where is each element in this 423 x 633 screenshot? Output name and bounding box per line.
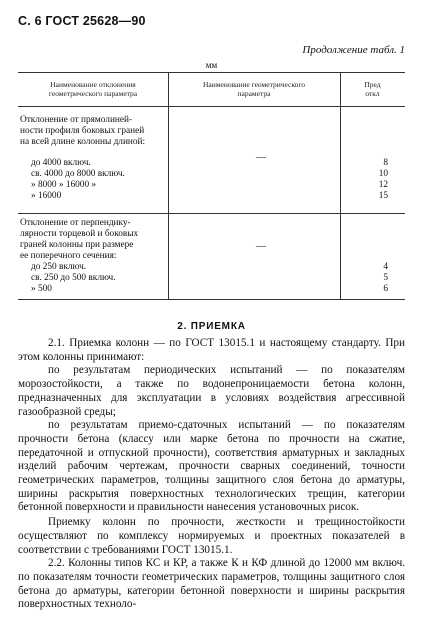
table-item-label: до 4000 включ. bbox=[31, 158, 91, 168]
section-title: 2. ПРИЕМКА bbox=[177, 321, 246, 332]
paragraph: по результатам периодических испытаний — по показателям морозостойкости, а также по водонепроницаемости бетона колонн, предназначенных для эксплуатации в условиях воздействия агрессивной газообразной среды; bbox=[18, 364, 405, 418]
tolerance-table bbox=[18, 72, 405, 300]
table-header-limit: Пред откл bbox=[364, 80, 381, 98]
table-parameter-value: — bbox=[256, 152, 266, 163]
table-row-straightness: Отклонение от прямолиней- ности профиля боковых граней на всей длине колонны длиной: bbox=[20, 115, 146, 147]
table-length-items bbox=[31, 158, 125, 202]
table-item-label: св. 4000 до 8000 включ. bbox=[31, 169, 125, 179]
table-header-deviation: Наименование отклонения геометрического параметра bbox=[48, 80, 138, 98]
paragraph: Приемку колонн по прочности, жесткости и трещиностойкости осуществляют по комплексу нормируемых и проектных показателей в соответствии с требованиями ГОСТ 13015.1. bbox=[18, 516, 405, 556]
paragraph: 2.2. Колонны типов КС и КР, а также К и КФ длиной до 12000 мм включ. по показателям точности геометрических параметров, толщины защитного слоя бетона до арматуры, категории бетонной поверхности и ширины раскрытия поверхностных техноло- bbox=[18, 557, 405, 611]
table-item-label: до 250 включ. bbox=[31, 262, 87, 272]
table-unit: мм bbox=[205, 60, 218, 70]
table-item-value: 10 bbox=[378, 169, 388, 179]
table-row-perpendicularity: Отклонение от перпендику- лярности торцевой и боковых граней колонны при размере ее поперечного сечения: bbox=[20, 218, 139, 261]
page-header: С. 6 ГОСТ 25628—90 bbox=[18, 14, 146, 28]
table-row-divider bbox=[18, 213, 405, 214]
table-limit-values bbox=[368, 262, 388, 295]
table-item-value: 8 bbox=[383, 158, 388, 168]
table-item-label: » 500 bbox=[31, 284, 52, 294]
table-header-parameter: Наименование геометрического параметра bbox=[203, 80, 305, 98]
table-header-divider bbox=[18, 106, 405, 107]
table-item-value: 6 bbox=[383, 284, 388, 294]
body-text bbox=[18, 337, 405, 612]
table-item-value: 4 bbox=[383, 262, 388, 272]
table-section-items bbox=[31, 262, 116, 295]
table-limit-values bbox=[368, 158, 388, 202]
table-parameter-value: — bbox=[256, 241, 266, 252]
table-item-value: 12 bbox=[378, 180, 388, 190]
table-item-label: » 8000 » 16000 » bbox=[31, 180, 97, 190]
table-item-label: » 16000 bbox=[31, 191, 62, 201]
table-item-value: 15 bbox=[378, 191, 388, 201]
table-item-label: св. 250 до 500 включ. bbox=[31, 273, 116, 283]
table-continuation-label: Продолжение табл. 1 bbox=[302, 44, 405, 56]
paragraph: 2.1. Приемка колонн — по ГОСТ 13015.1 и настоящему стандарту. При этом колонны принимают: bbox=[18, 337, 405, 363]
table-item-value: 5 bbox=[383, 273, 388, 283]
paragraph: по результатам приемо-сдаточных испытаний — по показателям прочности бетона (классу или марке бетона по прочности на сжатие, передаточной и отпускной прочности), соответствия арматурных и закладных изделий рабочим чертежам, прочности сварных соединений, точности геометрических параметров, толщины защитного слоя бетона до арматуры, ширины раскрытия поверхностных технологических трещин, категории бетонной поверхности и правильности нанесения установочных рисок. bbox=[18, 419, 405, 514]
